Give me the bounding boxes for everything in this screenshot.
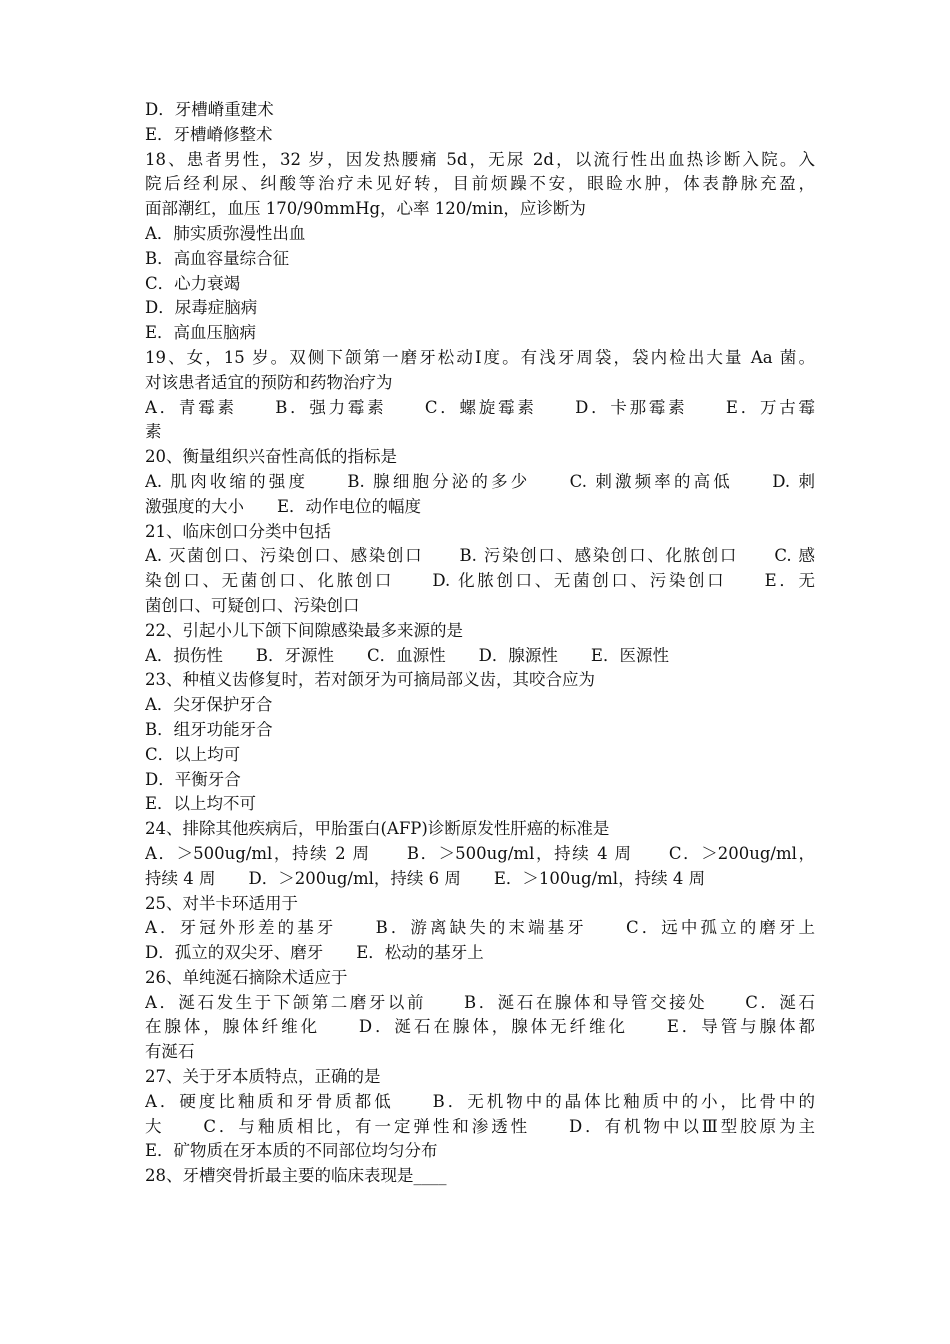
text-line: A．＞500ug/ml，持续 2 周 B．＞500ug/ml，持续 4 周 C．＞200ug/ml， [145,843,815,863]
text-line: E．矿物质在牙本质的不同部位均匀分布 [145,1141,438,1161]
text-line: 28、牙槽突骨折最主要的临床表现是____ [145,1166,447,1186]
text-line: E．高血压脑病 [145,323,257,343]
text-line: 22、引起小儿下颌下间隙感染最多来源的是 [145,620,463,640]
text-line: A．损伤性 B．牙源性 C．血源性 D．腺源性 E．医源性 [145,645,669,665]
text-line: 染创口、无菌创口、化脓创口 D. 化脓创口、无菌创口、污染创口 E．无 [145,571,815,591]
text-line: A．牙冠外形差的基牙 B．游离缺失的末端基牙 C．远中孤立的磨牙上 [145,918,815,938]
text-line: 有涎石 [145,1042,195,1062]
text-line: A．尖牙保护牙合 [145,695,273,715]
text-line: 面部潮红，血压 170/90mmHg，心率 120/min，应诊断为 [145,199,586,219]
text-line: 20、衡量组织兴奋性高低的指标是 [145,447,397,467]
text-line: A．青霉素 B．强力霉素 C．螺旋霉素 D．卡那霉素 E．万古霉 [145,397,815,417]
text-line: E．牙槽嵴修整术 [145,124,273,144]
text-line: 18、患者男性，32 岁，因发热腰痛 5d，无尿 2d，以流行性出血热诊断入院。入 [145,149,815,169]
text-line: 27、关于牙本质特点，正确的是 [145,1067,381,1087]
text-line: D．尿毒症脑病 [145,298,258,318]
text-line: 持续 4 周 D．＞200ug/ml，持续 6 周 E．＞100ug/ml，持续 4 周 [145,868,706,888]
text-line: 25、对半卡环适用于 [145,893,298,913]
text-line: E．以上均不可 [145,794,257,814]
text-line: 对该患者适宜的预防和药物治疗为 [145,372,393,392]
text-line: 菌创口、可疑创口、污染创口 [145,595,360,615]
text-line: D．平衡牙合 [145,769,241,789]
text-line: 院后经利尿、纠酸等治疗未见好转，目前烦躁不安，眼睑水肿，体表静脉充盈， [145,174,815,194]
text-line: 23、种植义齿修复时，若对颌牙为可摘局部义齿，其咬合应为 [145,670,595,690]
text-line: 素 [145,422,162,442]
text-line: 21、临床创口分类中包括 [145,521,331,541]
text-line: A．肺实质弥漫性出血 [145,223,306,243]
text-line: C．以上均可 [145,744,241,764]
text-line: 26、单纯涎石摘除术适应于 [145,967,348,987]
text-line: A. 肌肉收缩的强度 B. 腺细胞分泌的多少 C. 刺激频率的高低 D. 刺 [145,471,815,491]
text-line: D．孤立的双尖牙、磨牙 E．松动的基牙上 [145,943,484,963]
text-line: A．硬度比釉质和牙骨质都低 B．无机物中的晶体比釉质中的小，比骨中的 [145,1091,815,1111]
text-line: 大 C．与釉质相比，有一定弹性和渗透性 D．有机物中以Ⅲ型胶原为主 [145,1116,815,1136]
text-line: 激强度的大小 E．动作电位的幅度 [145,496,422,516]
text-line: C．心力衰竭 [145,273,241,293]
text-line: B．高血容量综合征 [145,248,290,268]
text-line: A．涎石发生于下颌第二磨牙以前 B．涎石在腺体和导管交接处 C．涎石 [145,992,815,1012]
text-line: 19、女，15 岁。双侧下颌第一磨牙松动Ⅰ度。有浅牙周袋，袋内检出大量 Aa 菌。 [145,347,815,367]
text-line: 在腺体，腺体纤维化 D．涎石在腺体，腺体无纤维化 E．导管与腺体都 [145,1017,815,1037]
document-page [145,98,815,1189]
text-line: A. 灭菌创口、污染创口、感染创口 B. 污染创口、感染创口、化脓创口 C. 感 [145,546,815,566]
text-line: D．牙槽嵴重建术 [145,100,274,119]
text-line: 24、排除其他疾病后，甲胎蛋白(AFP)诊断原发性肝癌的标准是 [145,819,610,839]
text-line: B．组牙功能牙合 [145,719,273,739]
